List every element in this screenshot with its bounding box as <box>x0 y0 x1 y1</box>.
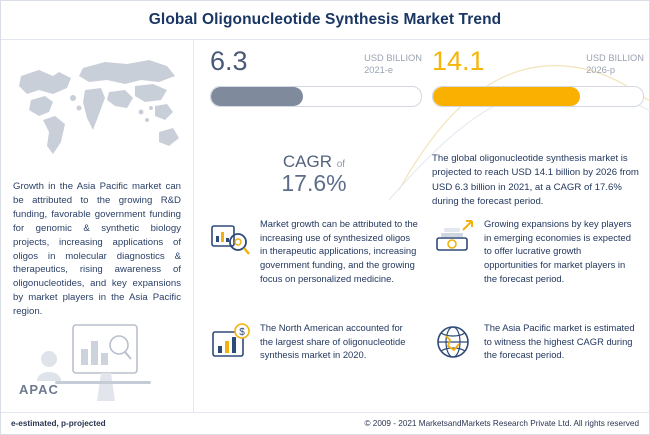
cagr-of: of <box>336 159 346 170</box>
world-map-icon <box>9 50 187 170</box>
cagr-block <box>214 152 414 197</box>
apac-illustration <box>15 315 179 407</box>
stat-base-year-label: 2021-e <box>364 65 394 76</box>
page-title: Global Oligonucleotide Synthesis Market Trend <box>148 11 502 28</box>
stat-forecast-unit-block <box>586 48 644 76</box>
stat-forecast-bar <box>432 86 644 107</box>
insight-item <box>432 216 637 285</box>
insight-text: Growing expansions by key players in emerging economies is expected to offer lucrative growth opportunities for market players in the forecast period. <box>484 218 632 284</box>
footer-copyright: © 2009 - 2021 MarketsandMarkets Research Private Ltd. All rights reserved <box>364 419 639 428</box>
right-panel <box>194 40 649 413</box>
insight-list <box>194 212 649 413</box>
stat-forecast-unit: USD BILLION <box>586 53 644 63</box>
stat-base-unit: USD BILLION <box>364 53 422 63</box>
footer-legend: e-estimated, p-projected <box>11 419 106 428</box>
insight-item <box>208 216 418 285</box>
stat-forecast-year-label: 2026-p <box>586 65 616 76</box>
stat-forecast-value: 14.1 <box>432 46 485 76</box>
left-panel-paragraph: Growth in the Asia Pacific market can be attributed to the growing R&D funding, favorable government funding for genomic & synthetic biology projects, increasing applications of oligos in molecular diagnostics & therapeutics, rising awareness of oligonucleotides, and key expansions by market players in the Asia Pacific region. <box>13 181 181 318</box>
bar-chart-dollar-icon <box>208 320 252 364</box>
left-panel <box>1 40 194 413</box>
stat-base-value: 6.3 <box>210 46 248 76</box>
cagr-label-row <box>214 152 414 172</box>
insight-text: The North American accounted for the largest share of oligonucleotide synthesis market in 2020. <box>260 322 406 361</box>
market-summary: The global oligonucleotide synthesis market is projected to reach USD 14.1 billion by 2026 from USD 6.3 billion in 2021, at a CAGR of 17.6% during the forecast period. <box>432 153 639 208</box>
insight-item <box>208 320 418 364</box>
cagr-label: CAGR <box>282 152 333 171</box>
apac-label: APAC <box>19 382 59 397</box>
insight-text: Market growth can be attributed to the increasing use of synthesized oligos in therapeutic applications, increasing government funding, and the growing focus on personalized medicine. <box>260 218 418 284</box>
insight-text: The Asia Pacific market is estimated to witness the highest CAGR during the forecast period. <box>484 322 635 361</box>
cagr-value: 17.6% <box>281 170 347 196</box>
microscope-analysis-icon <box>208 216 252 260</box>
stat-base-year <box>210 48 422 107</box>
stat-base-bar-fill <box>211 87 303 106</box>
stat-base-bar <box>210 86 422 107</box>
insight-item <box>432 320 637 364</box>
stat-base-unit-block <box>364 48 422 76</box>
body <box>1 40 649 413</box>
stats-row <box>194 40 649 152</box>
stat-forecast-bar-fill <box>433 87 580 106</box>
money-growth-icon <box>432 216 476 260</box>
svg-text:$: $ <box>239 327 245 338</box>
footer <box>1 412 649 434</box>
stat-forecast-year <box>432 48 644 107</box>
globe-icon <box>432 320 476 364</box>
header <box>1 1 649 40</box>
